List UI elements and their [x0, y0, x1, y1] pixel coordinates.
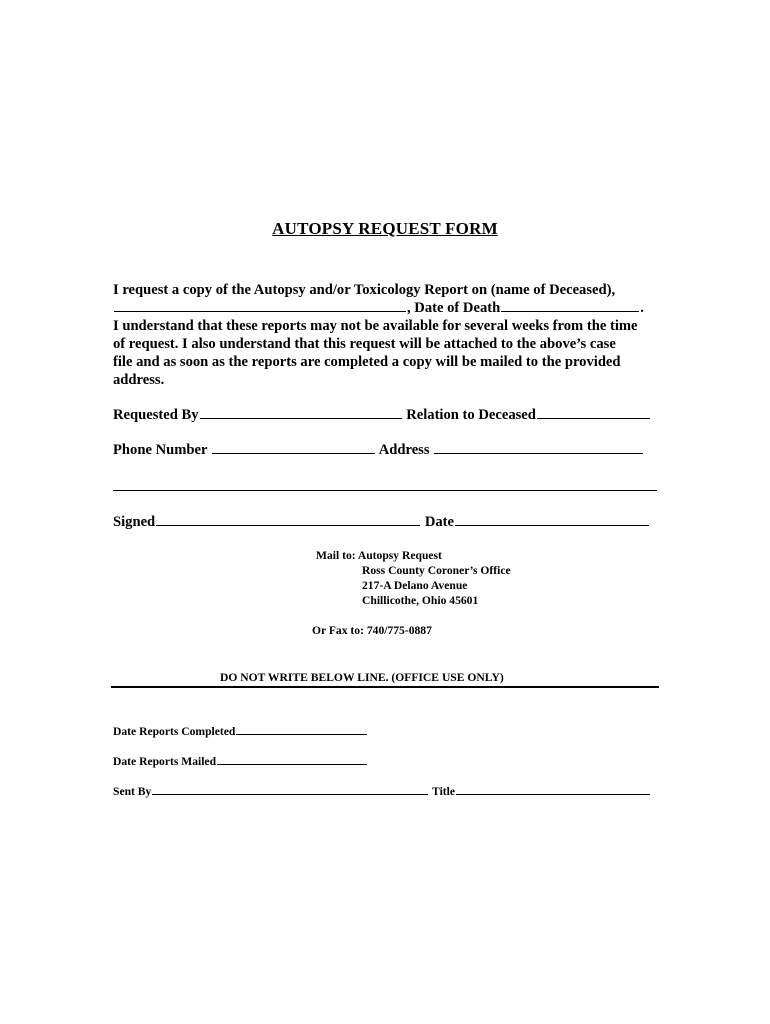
intro-line-1: I request a copy of the Autopsy and/or Toxicology Report on (name of Deceased),	[113, 282, 616, 298]
date-of-death-label: , Date of Death	[407, 300, 501, 316]
phone-label: Phone Number	[113, 442, 208, 458]
date-label: Date	[424, 514, 455, 530]
sent-by-label: Sent By	[113, 785, 152, 798]
mail-line-2: Ross County Coroner’s Office	[362, 564, 511, 577]
intro-line-4: of request. I also understand that this request will be attached to the above’s case	[113, 336, 616, 352]
signed-label: Signed	[113, 514, 156, 530]
sent-by-blank[interactable]	[152, 793, 428, 795]
requested-by-row	[113, 407, 651, 424]
mail-line-3: 217-A Delano Avenue	[362, 579, 468, 592]
requested-by-label: Requested By	[113, 407, 199, 423]
address-label: Address	[378, 442, 430, 458]
intro-line-3: I understand that these reports may not be available for several weeks from the time	[113, 318, 638, 334]
reports-completed-label: Date Reports Completed	[113, 725, 236, 738]
title-label: Title	[432, 785, 456, 798]
relation-blank[interactable]	[537, 417, 650, 419]
signed-blank[interactable]	[156, 524, 420, 526]
reports-mailed-row	[113, 755, 368, 768]
date-of-death-blank[interactable]	[501, 310, 639, 312]
relation-label: Relation to Deceased	[406, 407, 536, 423]
intro-line-6: address.	[113, 372, 165, 388]
deceased-name-blank[interactable]	[114, 310, 406, 312]
fax-line: Or Fax to: 740/775-0887	[312, 624, 432, 637]
address-blank[interactable]	[434, 452, 643, 454]
reports-mailed-label: Date Reports Mailed	[113, 755, 217, 768]
address-continuation-line[interactable]	[113, 490, 657, 491]
form-title: AUTOPSY REQUEST FORM	[272, 219, 498, 238]
mail-line-4: Chillicothe, Ohio 45601	[362, 594, 479, 607]
intro-line-2	[113, 300, 644, 317]
mail-to-label: Mail to: Autopsy Request	[316, 549, 442, 562]
signed-row	[113, 514, 650, 531]
reports-completed-row	[113, 725, 368, 738]
title-blank[interactable]	[456, 793, 650, 795]
date-blank[interactable]	[455, 524, 649, 526]
reports-completed-blank[interactable]	[236, 733, 367, 735]
phone-blank[interactable]	[212, 452, 375, 454]
requested-by-blank[interactable]	[200, 417, 402, 419]
period: .	[640, 300, 644, 316]
reports-mailed-blank[interactable]	[217, 763, 367, 765]
phone-row	[113, 442, 644, 459]
office-use-notice: DO NOT WRITE BELOW LINE. (OFFICE USE ONLY)	[220, 671, 504, 684]
intro-line-5: file and as soon as the reports are completed a copy will be mailed to the provided	[113, 354, 621, 370]
sent-by-row	[113, 785, 651, 798]
office-divider-line	[111, 686, 659, 688]
